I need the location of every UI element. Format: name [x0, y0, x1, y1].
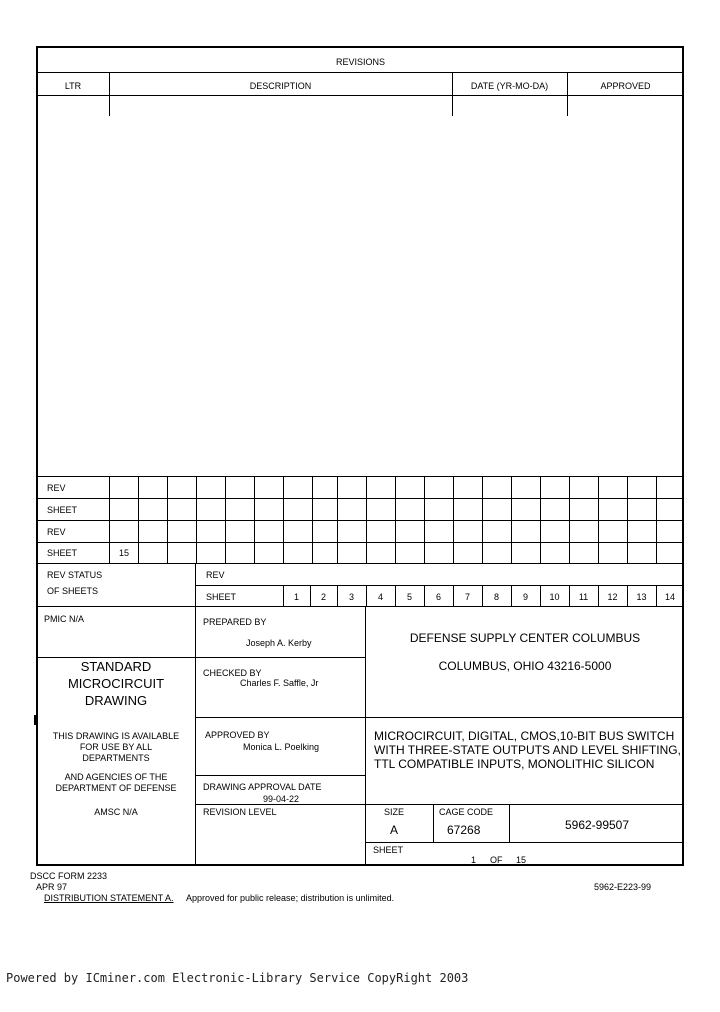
sheet-number-11: 11	[578, 592, 589, 602]
sheet-number-9: 9	[522, 592, 528, 602]
grid-line	[511, 476, 512, 563]
distribution-text: Approved for public release; distribution is unlimited.	[186, 893, 395, 903]
revisions-title: REVISIONS	[335, 57, 385, 67]
divider	[452, 72, 453, 116]
status-rev-label: REV	[206, 570, 225, 580]
grid-line	[196, 476, 197, 563]
sheet-number-5: 5	[406, 592, 412, 602]
sheet-15: 15	[118, 548, 129, 558]
drawing-number: 5962-99507	[564, 818, 630, 832]
title-line2: WITH THREE-STATE OUTPUTS AND LEVEL SHIFTING,	[374, 743, 681, 757]
divider	[109, 72, 110, 116]
divider	[365, 804, 366, 866]
sheet-number-13: 13	[636, 592, 647, 602]
grid-line	[366, 476, 367, 563]
form-date: APR 97	[36, 882, 68, 892]
grid-line	[656, 476, 657, 563]
divider	[195, 585, 684, 586]
divider	[567, 72, 568, 116]
divider	[37, 520, 684, 521]
rev-label: REV	[47, 483, 66, 493]
sheet-number-6: 6	[435, 592, 441, 602]
grid-line	[395, 476, 396, 563]
title-line3: TTL COMPATIBLE INPUTS, MONOLITHIC SILICON	[374, 757, 655, 771]
avail-line3: DEPARTMENTS	[82, 753, 150, 763]
checked-by-label: CHECKED BY	[203, 668, 262, 678]
agency-address: COLUMBUS, OHIO 43216-5000	[438, 659, 612, 673]
approval-date: 99-04-22	[263, 794, 300, 804]
sheet-number-3: 3	[348, 592, 354, 602]
divider	[37, 476, 684, 477]
grid-line	[312, 476, 313, 563]
avail-line1: THIS DRAWING IS AVAILABLE	[52, 731, 180, 741]
sheet-number-8: 8	[493, 592, 499, 602]
of-label: OF	[490, 855, 503, 865]
size-label: SIZE	[384, 807, 405, 817]
grid-line	[598, 476, 599, 563]
distribution-label: DISTRIBUTION STATEMENT A.	[44, 893, 174, 903]
grid-line	[569, 476, 570, 563]
revision-level-label: REVISION LEVEL	[203, 807, 277, 817]
sheet-number-1: 1	[293, 592, 299, 602]
grid-line	[254, 476, 255, 563]
divider	[37, 498, 684, 499]
grid-line	[424, 476, 425, 563]
cage-code-value: 67268	[447, 823, 481, 837]
sheet-total: 15	[516, 855, 527, 865]
sheet-label-title: SHEET	[373, 845, 404, 855]
amsc: AMSC N/A	[94, 807, 138, 817]
sheet-number-7: 7	[464, 592, 470, 602]
avail-line2: FOR USE BY ALL	[79, 742, 153, 752]
divider	[365, 842, 684, 843]
standard-line1: STANDARD	[80, 659, 152, 674]
divider	[195, 563, 196, 866]
grid-line	[283, 476, 284, 563]
divider	[37, 542, 684, 543]
grid-line	[540, 476, 541, 563]
checked-by-name: Charles F. Saffle, Jr	[240, 678, 319, 688]
sheet-number-10: 10	[549, 592, 560, 602]
col-date: DATE (YR-MO-DA)	[470, 81, 549, 91]
divider	[195, 804, 684, 805]
divider	[195, 717, 684, 718]
grid-line	[453, 476, 454, 563]
sheet-number-4: 4	[377, 592, 383, 602]
approval-date-label: DRAWING APPROVAL DATE	[203, 782, 322, 792]
size-value: A	[390, 823, 399, 837]
divider	[195, 775, 365, 776]
divider	[37, 95, 684, 96]
sheet-label-2: SHEET	[47, 548, 78, 558]
sheet-label: SHEET	[47, 505, 78, 515]
grid-line	[482, 476, 483, 563]
pmic: PMIC N/A	[44, 614, 85, 624]
form-number: DSCC FORM 2233	[30, 871, 108, 881]
grid-line	[167, 476, 168, 563]
divider	[37, 563, 684, 564]
of-sheets-label: OF SHEETS	[47, 586, 99, 596]
grid-line	[627, 476, 628, 563]
standard-line3: DRAWING	[84, 693, 148, 708]
sheet-number-12: 12	[607, 592, 618, 602]
col-ltr: LTR	[64, 81, 82, 91]
avail-line4: AND AGENCIES OF THE	[64, 772, 168, 782]
standard-line2: MICROCIRCUIT	[67, 676, 165, 691]
col-description: DESCRIPTION	[249, 81, 312, 91]
agency-name: DEFENSE SUPPLY CENTER COLUMBUS	[409, 631, 641, 645]
grid-line	[138, 476, 139, 563]
title-line1: MICROCIRCUIT, DIGITAL, CMOS,10-BIT BUS SWITCH	[374, 729, 675, 743]
sheet-number-2: 2	[320, 592, 326, 602]
sheet-number: 1	[471, 855, 477, 865]
footer-watermark: Powered by ICminer.com Electronic-Library Service CopyRight 2003	[6, 971, 469, 985]
grid-line	[337, 476, 338, 563]
avail-line5: DEPARTMENT OF DEFENSE	[55, 783, 177, 793]
col-approved: APPROVED	[600, 81, 651, 91]
grid-line	[225, 476, 226, 563]
approved-by-label: APPROVED BY	[205, 730, 270, 740]
cage-code-label: CAGE CODE	[439, 807, 494, 817]
rev-label-2: REV	[47, 527, 66, 537]
divider	[37, 606, 684, 607]
approved-by-name: Monica L. Poelking	[243, 742, 320, 752]
prepared-by-name: Joseph A. Kerby	[246, 638, 312, 648]
prepared-by-label: PREPARED BY	[203, 617, 267, 627]
rev-status-label: REV STATUS	[47, 570, 103, 580]
divider	[195, 657, 365, 658]
divider	[37, 72, 684, 73]
margin-mark	[34, 715, 37, 725]
status-sheet-label: SHEET	[206, 592, 237, 602]
sheet-number-14: 14	[664, 592, 675, 602]
divider	[433, 804, 434, 842]
document-code: 5962-E223-99	[594, 882, 652, 892]
